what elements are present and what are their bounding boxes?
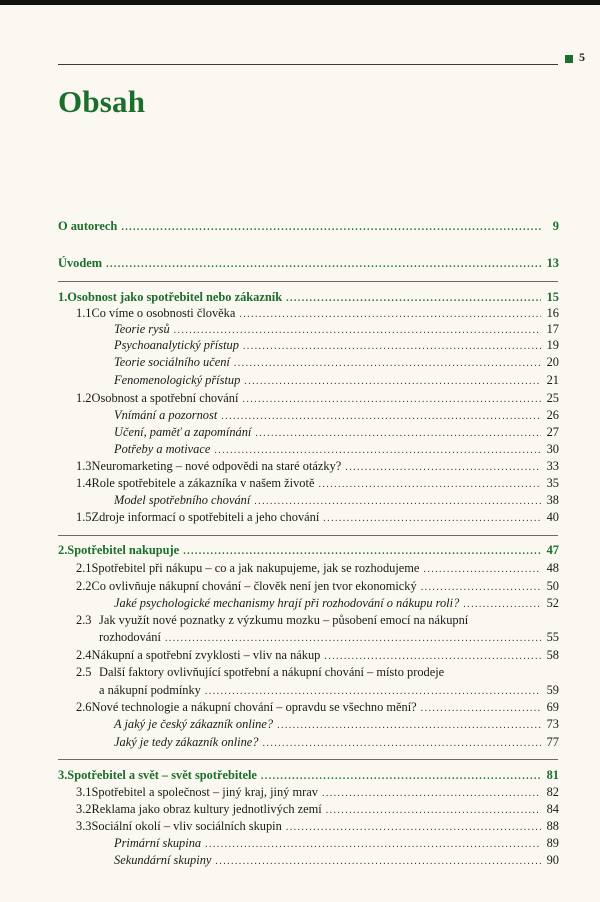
toc-section-3-3[interactable] <box>76 819 559 835</box>
toc-leader-dots <box>221 409 541 424</box>
section-divider <box>58 535 558 536</box>
toc-subsection[interactable] <box>114 442 559 458</box>
toc-entry-number: 2.1 <box>76 561 92 575</box>
toc-entry-label: Spotřebitel při nákupu – co a jak nakupujeme, jak se rozhodujeme <box>91 561 420 575</box>
toc-entry-number: 1.4 <box>76 476 92 490</box>
toc-entry-label: Potřeby a motivace <box>114 442 211 456</box>
toc-entry-label: Spotřebitel a svět – svět spotřebitele <box>67 768 257 782</box>
toc-section-2-5[interactable] <box>76 665 559 681</box>
toc-entry-label: Spotřebitel nakupuje <box>67 543 180 557</box>
toc-section-1-3[interactable] <box>76 459 559 475</box>
toc-section-2-2[interactable] <box>76 579 559 595</box>
toc-entry-label: Jaké psychologické mechanismy hrají při rozhodování o nákupu roli? <box>114 596 460 610</box>
toc-entry-number: 1. <box>58 290 68 304</box>
toc-entry-label-continued: a nákupní podmínky <box>99 683 201 697</box>
toc-entry-label: Osobnost jako spotřebitel nebo zákazník <box>67 290 283 304</box>
toc-leader-dots <box>286 291 541 306</box>
toc-entry-page: 21 <box>546 373 559 387</box>
toc-entry-page: 81 <box>546 768 559 782</box>
toc-entry-page: 89 <box>546 836 559 850</box>
toc-entry-label: Sociální okolí – vliv sociálních skupin <box>91 819 282 833</box>
toc-entry-label: A jaký je český zákazník online? <box>114 717 274 731</box>
toc-subsection[interactable] <box>114 355 559 371</box>
toc-leader-dots <box>255 426 541 441</box>
toc-subsection[interactable] <box>114 735 559 751</box>
toc-leader-dots <box>174 323 541 338</box>
toc-entry-page: 84 <box>546 802 559 816</box>
toc-leader-dots <box>214 443 541 458</box>
toc-entry-label: O autorech <box>58 219 118 233</box>
toc-entry-page: 30 <box>546 442 559 456</box>
toc-entry-number: 2.3 <box>76 613 92 627</box>
toc-entry-page: 33 <box>546 459 559 473</box>
toc-subsection[interactable] <box>114 373 559 389</box>
toc-leader-dots <box>261 769 541 784</box>
toc-entry-number: 2. <box>58 543 68 557</box>
toc-leader-dots <box>215 854 541 869</box>
toc-entry-page: 27 <box>546 425 559 439</box>
toc-leader-dots <box>318 477 541 492</box>
toc-entry-page: 73 <box>546 717 559 731</box>
toc-entry-label: Osobnost a spotřební chování <box>91 391 239 405</box>
toc-entry-page: 20 <box>546 355 559 369</box>
toc-leader-dots <box>234 356 541 371</box>
toc-entry-page: 17 <box>546 322 559 336</box>
toc-subsection[interactable] <box>114 493 559 509</box>
toc-entry-label: Neuromarketing – nové odpovědi na staré otázky? <box>91 459 342 473</box>
toc-subsection[interactable] <box>114 717 559 733</box>
toc-entry-label: Zdroje informací o spotřebiteli a jeho chování <box>91 510 320 524</box>
toc-entry-page: 69 <box>546 700 559 714</box>
toc-entry-number: 1.2 <box>76 391 92 405</box>
toc-section-3-2[interactable] <box>76 802 559 818</box>
toc-entry-page: 13 <box>546 256 559 270</box>
toc-entry-number: 3.1 <box>76 785 92 799</box>
toc-leader-dots <box>326 803 541 818</box>
toc-subsection[interactable] <box>114 322 559 338</box>
toc-section-3-1[interactable] <box>76 785 559 801</box>
toc-leader-dots <box>183 544 541 559</box>
toc-entry-label: Co ovlivňuje nákupní chování – člověk není jen tvor ekonomický <box>91 579 417 593</box>
toc-entry-number: 1.1 <box>76 306 92 320</box>
toc-subsection[interactable] <box>114 596 559 612</box>
toc-leader-dots <box>277 718 541 733</box>
toc-entry-page: 55 <box>546 630 559 644</box>
toc-entry-number: 2.4 <box>76 648 92 662</box>
toc-entry-page: 58 <box>546 648 559 662</box>
toc-leader-dots <box>205 837 541 852</box>
toc-entry-page: 16 <box>546 306 559 320</box>
toc-entry-number: 3.3 <box>76 819 92 833</box>
toc-entry-label: Učení, paměť a zapomínání <box>114 425 252 439</box>
toc-entry-page: 40 <box>546 510 559 524</box>
toc-entry-page: 90 <box>546 853 559 867</box>
toc-entry-number: 1.5 <box>76 510 92 524</box>
section-divider <box>58 759 558 760</box>
toc-entry-page: 47 <box>546 543 559 557</box>
toc-chapter-1[interactable] <box>58 290 559 306</box>
toc-entry-number: 2.5 <box>76 665 92 679</box>
toc-entry-number: 1.3 <box>76 459 92 473</box>
toc-entry-label: Jaký je tedy zákazník online? <box>114 735 259 749</box>
toc-entry-page: 59 <box>546 683 559 697</box>
toc-leader-dots <box>121 220 541 235</box>
toc-subsection[interactable] <box>114 836 559 852</box>
toc-entry-uvodem[interactable] <box>58 256 559 272</box>
page-title: Obsah <box>58 84 146 119</box>
toc-entry-label: Jak využít nové poznatky z výzkumu mozku – působení emocí na nákupní <box>99 613 469 627</box>
toc-section-1-1[interactable] <box>76 306 559 322</box>
toc-entry-label: Co víme o osobnosti člověka <box>91 306 236 320</box>
toc-entry-label: Teorie rysů <box>114 322 170 336</box>
toc-section-2-6[interactable] <box>76 700 559 716</box>
toc-entry-page: 77 <box>546 735 559 749</box>
toc-entry-number: 3.2 <box>76 802 92 816</box>
toc-leader-dots <box>463 597 541 612</box>
toc-entry-page: 88 <box>546 819 559 833</box>
toc-entry-label: Teorie sociálního učení <box>114 355 230 369</box>
toc-chapter-2[interactable] <box>58 543 559 559</box>
toc-entry-page: 48 <box>546 561 559 575</box>
toc-entry-label: Fenomenologický přístup <box>114 373 241 387</box>
toc-entry-o-autorech[interactable] <box>58 219 559 235</box>
toc-entry-label: Další faktory ovlivňující spotřební a nákupní chování – místo prodeje <box>99 665 445 679</box>
toc-leader-dots <box>254 494 541 509</box>
toc-entry-page: 35 <box>546 476 559 490</box>
toc-leader-dots <box>322 786 541 801</box>
toc-section-2-3[interactable] <box>76 613 559 629</box>
toc-entry-page: 26 <box>546 408 559 422</box>
toc-entry-number: 2.6 <box>76 700 92 714</box>
toc-section-2-4[interactable] <box>76 648 559 664</box>
toc-section-2-3-continued[interactable] <box>99 630 559 646</box>
toc-leader-dots <box>263 736 541 751</box>
toc-section-2-5-continued[interactable] <box>99 683 559 699</box>
toc-entry-label: Primární skupina <box>114 836 202 850</box>
toc-entry-label: Role spotřebitele a zákazníka v našem životě <box>91 476 315 490</box>
toc-leader-dots <box>324 649 541 664</box>
toc-section-1-4[interactable] <box>76 476 559 492</box>
toc-entry-number: 3. <box>58 768 68 782</box>
toc-leader-dots <box>242 392 541 407</box>
toc-entry-label: Spotřebitel a společnost – jiný kraj, jiný mrav <box>91 785 318 799</box>
toc-leader-dots <box>323 511 541 526</box>
toc-entry-page: 38 <box>546 493 559 507</box>
toc-entry-page: 15 <box>546 290 559 304</box>
toc-entry-label: Reklama jako obraz kultury jednotlivých zemí <box>91 802 322 816</box>
toc-leader-dots <box>239 307 541 322</box>
toc-leader-dots <box>243 339 541 354</box>
toc-subsection[interactable] <box>114 853 559 869</box>
toc-entry-label: Psychoanalytický přístup <box>114 338 239 352</box>
toc-entry-page: 82 <box>546 785 559 799</box>
toc-entry-page: 52 <box>546 596 559 610</box>
toc-entry-page: 25 <box>546 391 559 405</box>
toc-section-1-2[interactable] <box>76 391 559 407</box>
toc-entry-label: Nákupní a spotřební zvyklosti – vliv na nákup <box>91 648 321 662</box>
toc-subsection[interactable] <box>114 408 559 424</box>
toc-entry-label: Nové technologie a nákupní chování – opravdu se všechno mění? <box>91 700 417 714</box>
toc-entry-page: 19 <box>546 338 559 352</box>
toc-leader-dots <box>345 460 541 475</box>
toc-subsection[interactable] <box>114 425 559 441</box>
toc-leader-dots <box>106 257 541 272</box>
toc-entry-page: 50 <box>546 579 559 593</box>
toc-leader-dots <box>286 820 541 835</box>
toc-section-2-1[interactable] <box>76 561 559 577</box>
toc-entry-number: 2.2 <box>76 579 92 593</box>
toc-leader-dots <box>244 374 541 389</box>
toc-section-1-5[interactable] <box>76 510 559 526</box>
toc-entry-label: Vnímání a pozornost <box>114 408 218 422</box>
toc-leader-dots <box>165 631 541 646</box>
page-number: 5 <box>579 50 585 64</box>
toc-subsection[interactable] <box>114 338 559 354</box>
toc-entry-label: Úvodem <box>58 256 103 270</box>
toc-leader-dots <box>205 684 541 699</box>
toc-leader-dots <box>421 580 541 595</box>
section-divider <box>58 281 558 282</box>
toc-entry-label: Model spotřebního chování <box>114 493 251 507</box>
toc-leader-dots <box>423 562 541 577</box>
toc-leader-dots <box>421 701 541 716</box>
toc-entry-label-continued: rozhodování <box>99 630 161 644</box>
toc-entry-page: 9 <box>552 219 559 233</box>
toc-chapter-3[interactable] <box>58 768 559 784</box>
toc-entry-label: Sekundární skupiny <box>114 853 212 867</box>
